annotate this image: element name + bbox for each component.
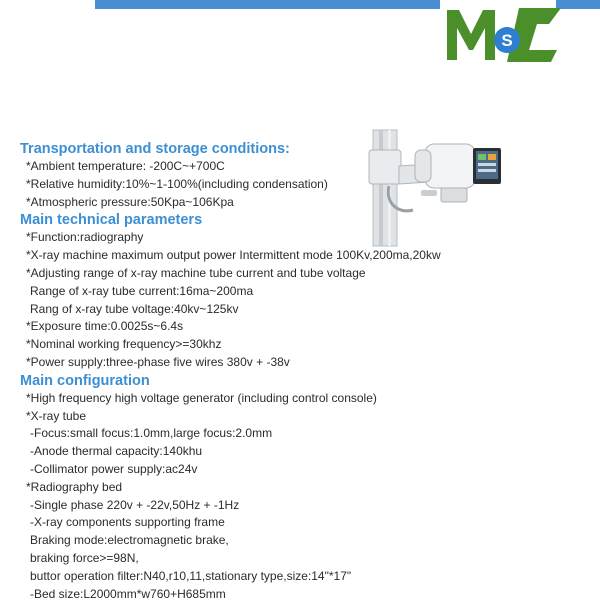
spec-line: *Ambient temperature: -200C~+700C: [26, 159, 225, 173]
brand-logo: [445, 4, 563, 66]
section-heading: Transportation and storage conditions:: [20, 141, 290, 157]
spec-line: *Exposure time:0.0025s~6.4s: [26, 319, 184, 334]
header-band: [95, 0, 440, 9]
logo-m-shape: [447, 10, 495, 60]
spec-line: *Function:radiography: [26, 230, 144, 245]
section-heading: Main technical parameters: [20, 212, 203, 229]
specification-list: [20, 140, 600, 603]
spec-line: *Radiography bed: [26, 479, 123, 494]
spec-line: *Atmospheric pressure:50Kpa~106Kpa: [26, 194, 234, 209]
spec-line: buttor operation filter:N40,r10,11,stationary type,size:14"*17": [30, 568, 352, 583]
spec-line: -X-ray components supporting frame: [30, 515, 225, 530]
spec-line: *X-ray tube: [26, 408, 87, 423]
spec-line: *Adjusting range of x-ray machine tube current and tube voltage: [26, 265, 366, 280]
spec-line: -Focus:small focus:1.0mm,large focus:2.0mm: [30, 426, 273, 441]
spec-line: -Anode thermal capacity:140khu: [30, 444, 203, 459]
spec-line: Range of x-ray tube current:16ma~200ma: [30, 283, 254, 298]
logo-s-letter: S: [501, 31, 513, 50]
spec-line: -Collimator power supply:ac24v: [30, 461, 198, 476]
spec-line: -Bed size:L2000mm*w760+H685mm: [30, 586, 226, 601]
spec-line: Braking mode:electromagnetic brake,: [30, 533, 229, 548]
spec-line: *High frequency high voltage generator (including control console): [26, 390, 377, 405]
spec-line: Rang of x-ray tube voltage:40kv~125kv: [30, 301, 239, 316]
spec-line: -Single phase 220v + -22v,50Hz + -1Hz: [30, 497, 240, 512]
spec-line: *Power supply:three-phase five wires 380v + -38v: [26, 354, 290, 369]
spec-line: *X-ray machine maximum output power Intermittent mode 100Kv,200ma,20kw: [26, 248, 441, 263]
section-heading: Main configuration: [20, 372, 150, 389]
logo-letters: MSL: [445, 4, 448, 5]
spec-line: braking force>=98N,: [30, 550, 139, 565]
spec-line: *Relative humidity:10%~1-100%(including condensation): [26, 176, 328, 191]
spec-line: *Nominal working frequency>=30khz: [26, 337, 222, 352]
